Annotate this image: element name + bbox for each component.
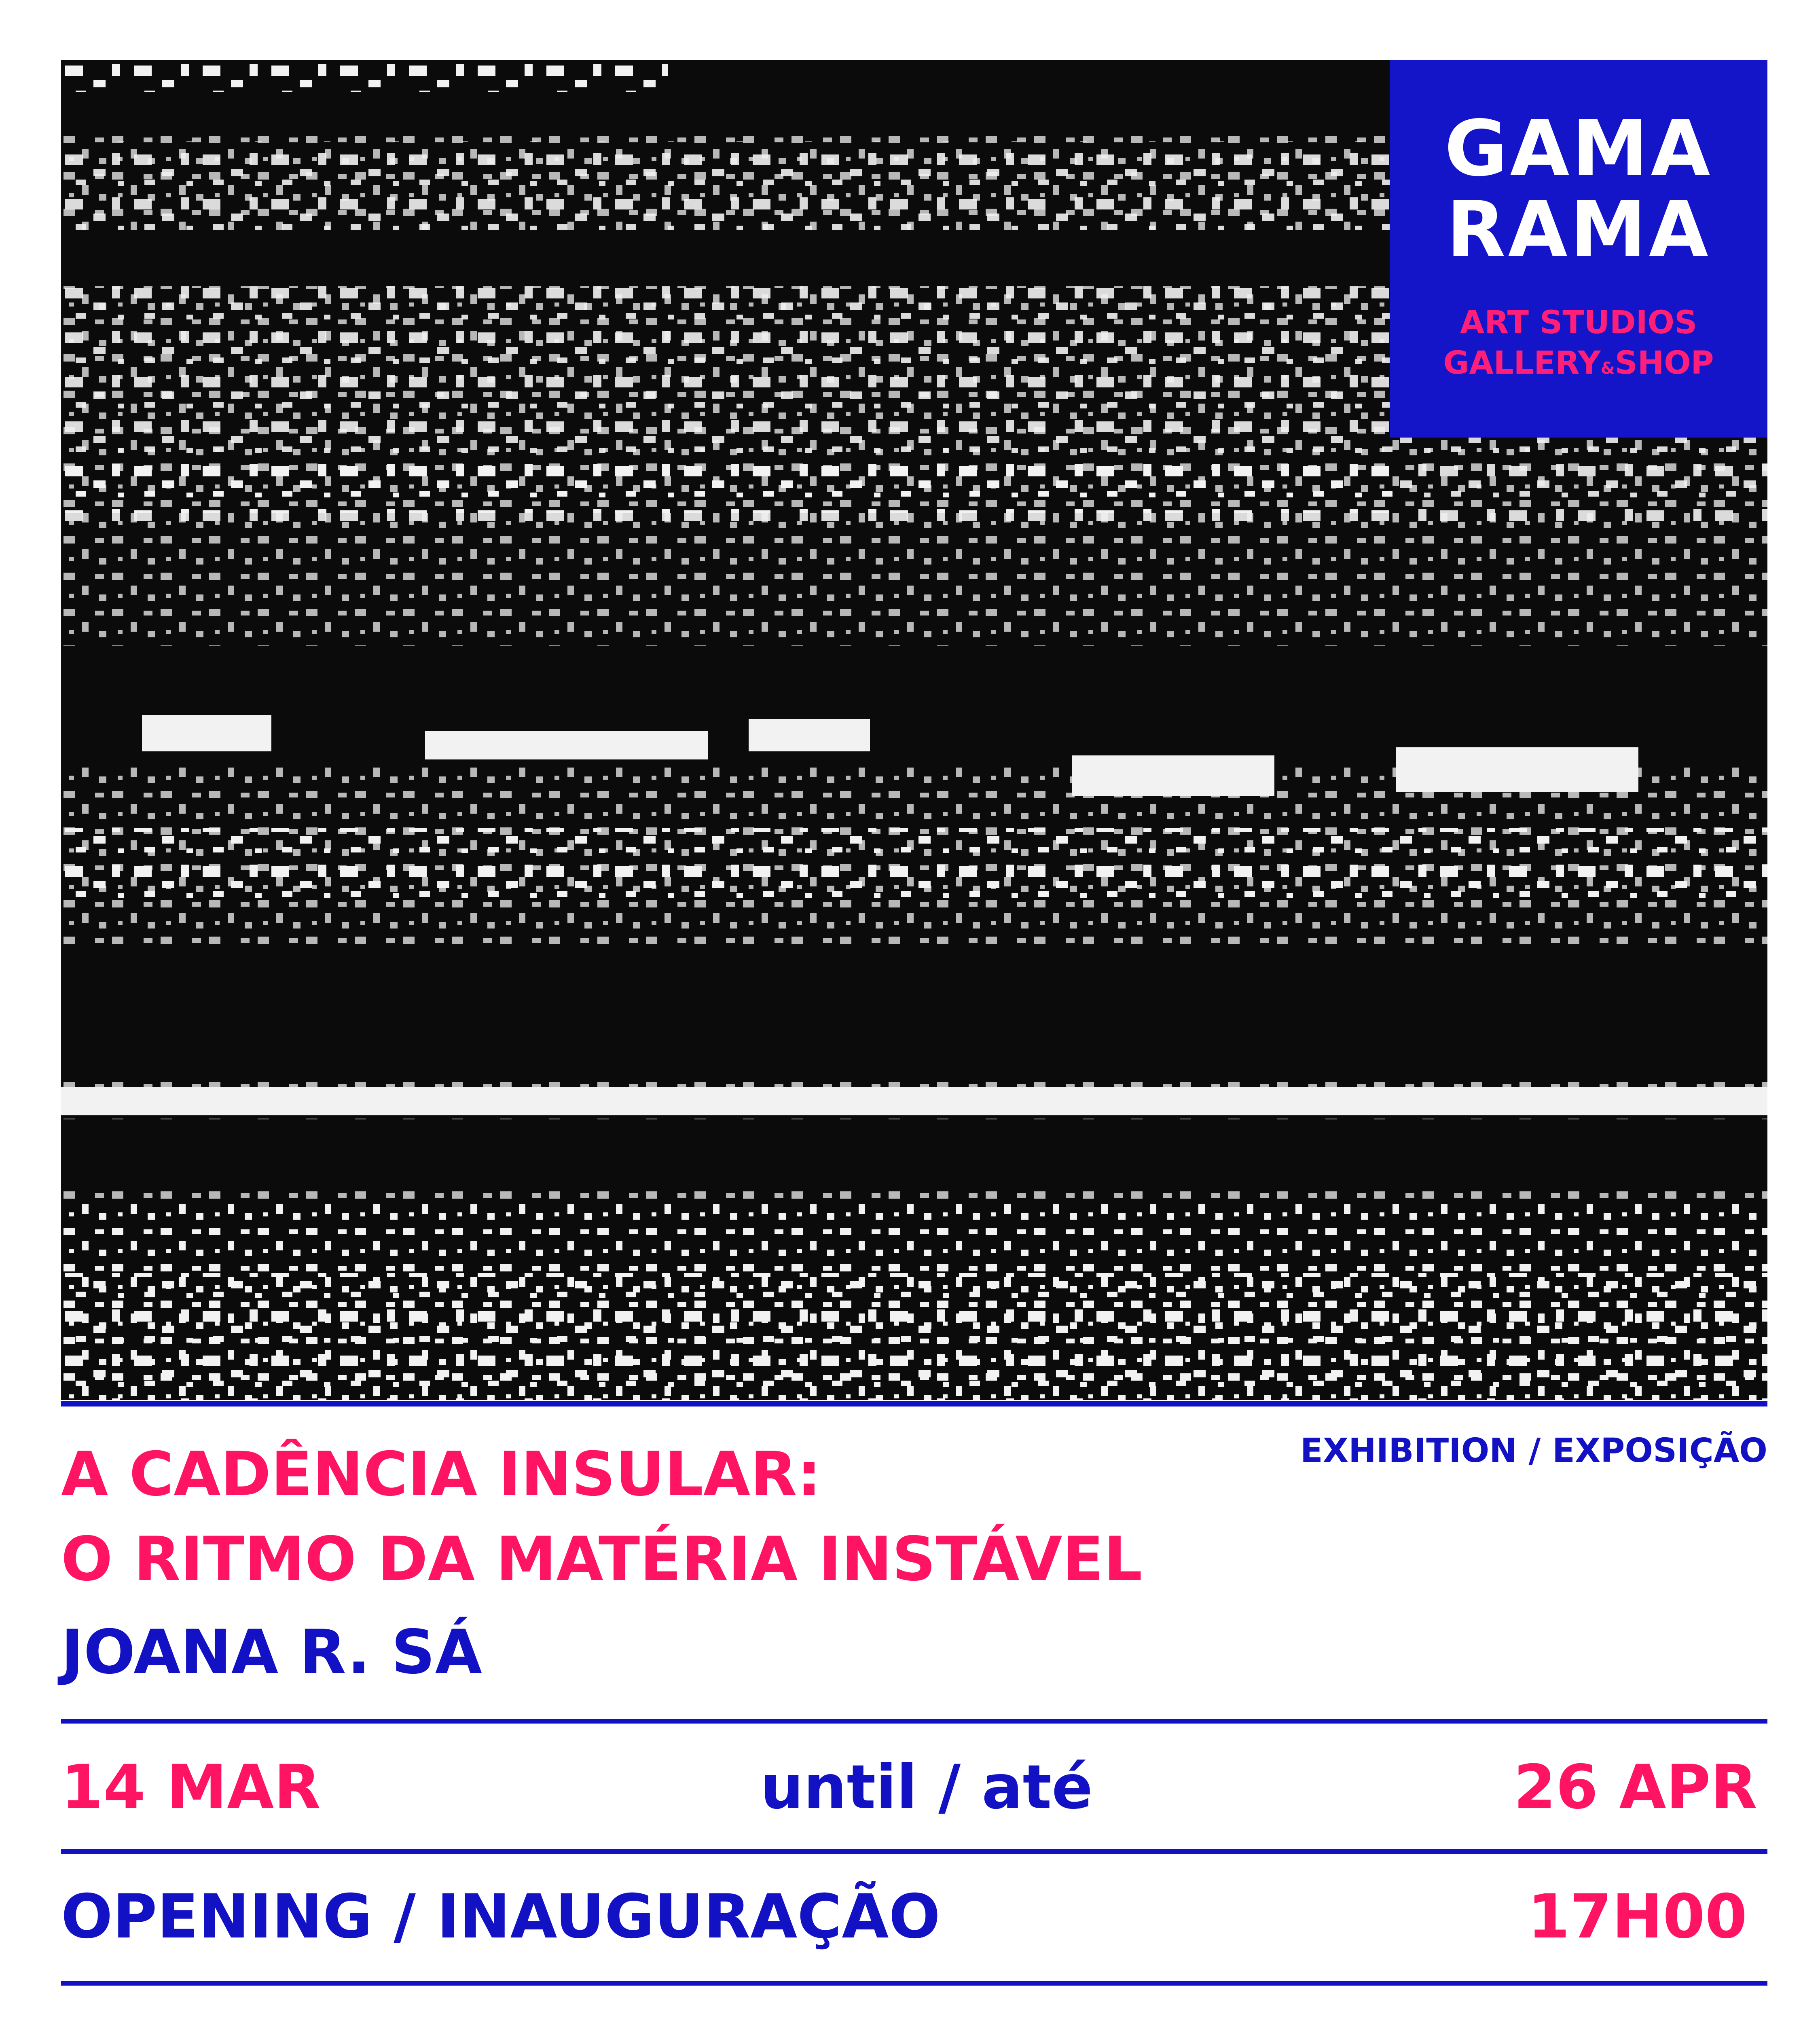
logo-shop: SHOP bbox=[1615, 345, 1714, 381]
exhibition-title-line2: O RITMO DA MATÉRIA INSTÁVEL bbox=[61, 1524, 1143, 1595]
logo-line-rama: RAMA bbox=[1446, 185, 1711, 274]
logo-line-art-studios: ART STUDIOS bbox=[1460, 305, 1697, 341]
logo-line-gama: GAMA bbox=[1444, 104, 1713, 193]
date-start: 14 MAR bbox=[61, 1752, 321, 1823]
divider-3 bbox=[61, 1849, 1767, 1854]
exhibition-label: EXHIBITION / EXPOSIÇÃO bbox=[1300, 1432, 1767, 1470]
divider-top bbox=[61, 1401, 1767, 1407]
logo-line-gallery-shop bbox=[1390, 343, 1767, 389]
logo-gallery: GALLERY bbox=[1443, 345, 1601, 381]
artist-name: JOANA R. SÁ bbox=[61, 1617, 482, 1688]
exhibition-title-line1: A CADÊNCIA INSULAR: bbox=[61, 1439, 821, 1510]
gama-rama-logo bbox=[1390, 60, 1767, 438]
divider-2 bbox=[61, 1719, 1767, 1724]
date-until: until / até bbox=[760, 1752, 1093, 1823]
opening-time: 17H00 bbox=[1527, 1882, 1747, 1952]
date-end: 26 APR bbox=[1513, 1752, 1757, 1823]
opening-label: OPENING / INAUGURAÇÃO bbox=[61, 1882, 940, 1952]
divider-4 bbox=[61, 1981, 1767, 1986]
logo-amp: & bbox=[1600, 359, 1615, 378]
